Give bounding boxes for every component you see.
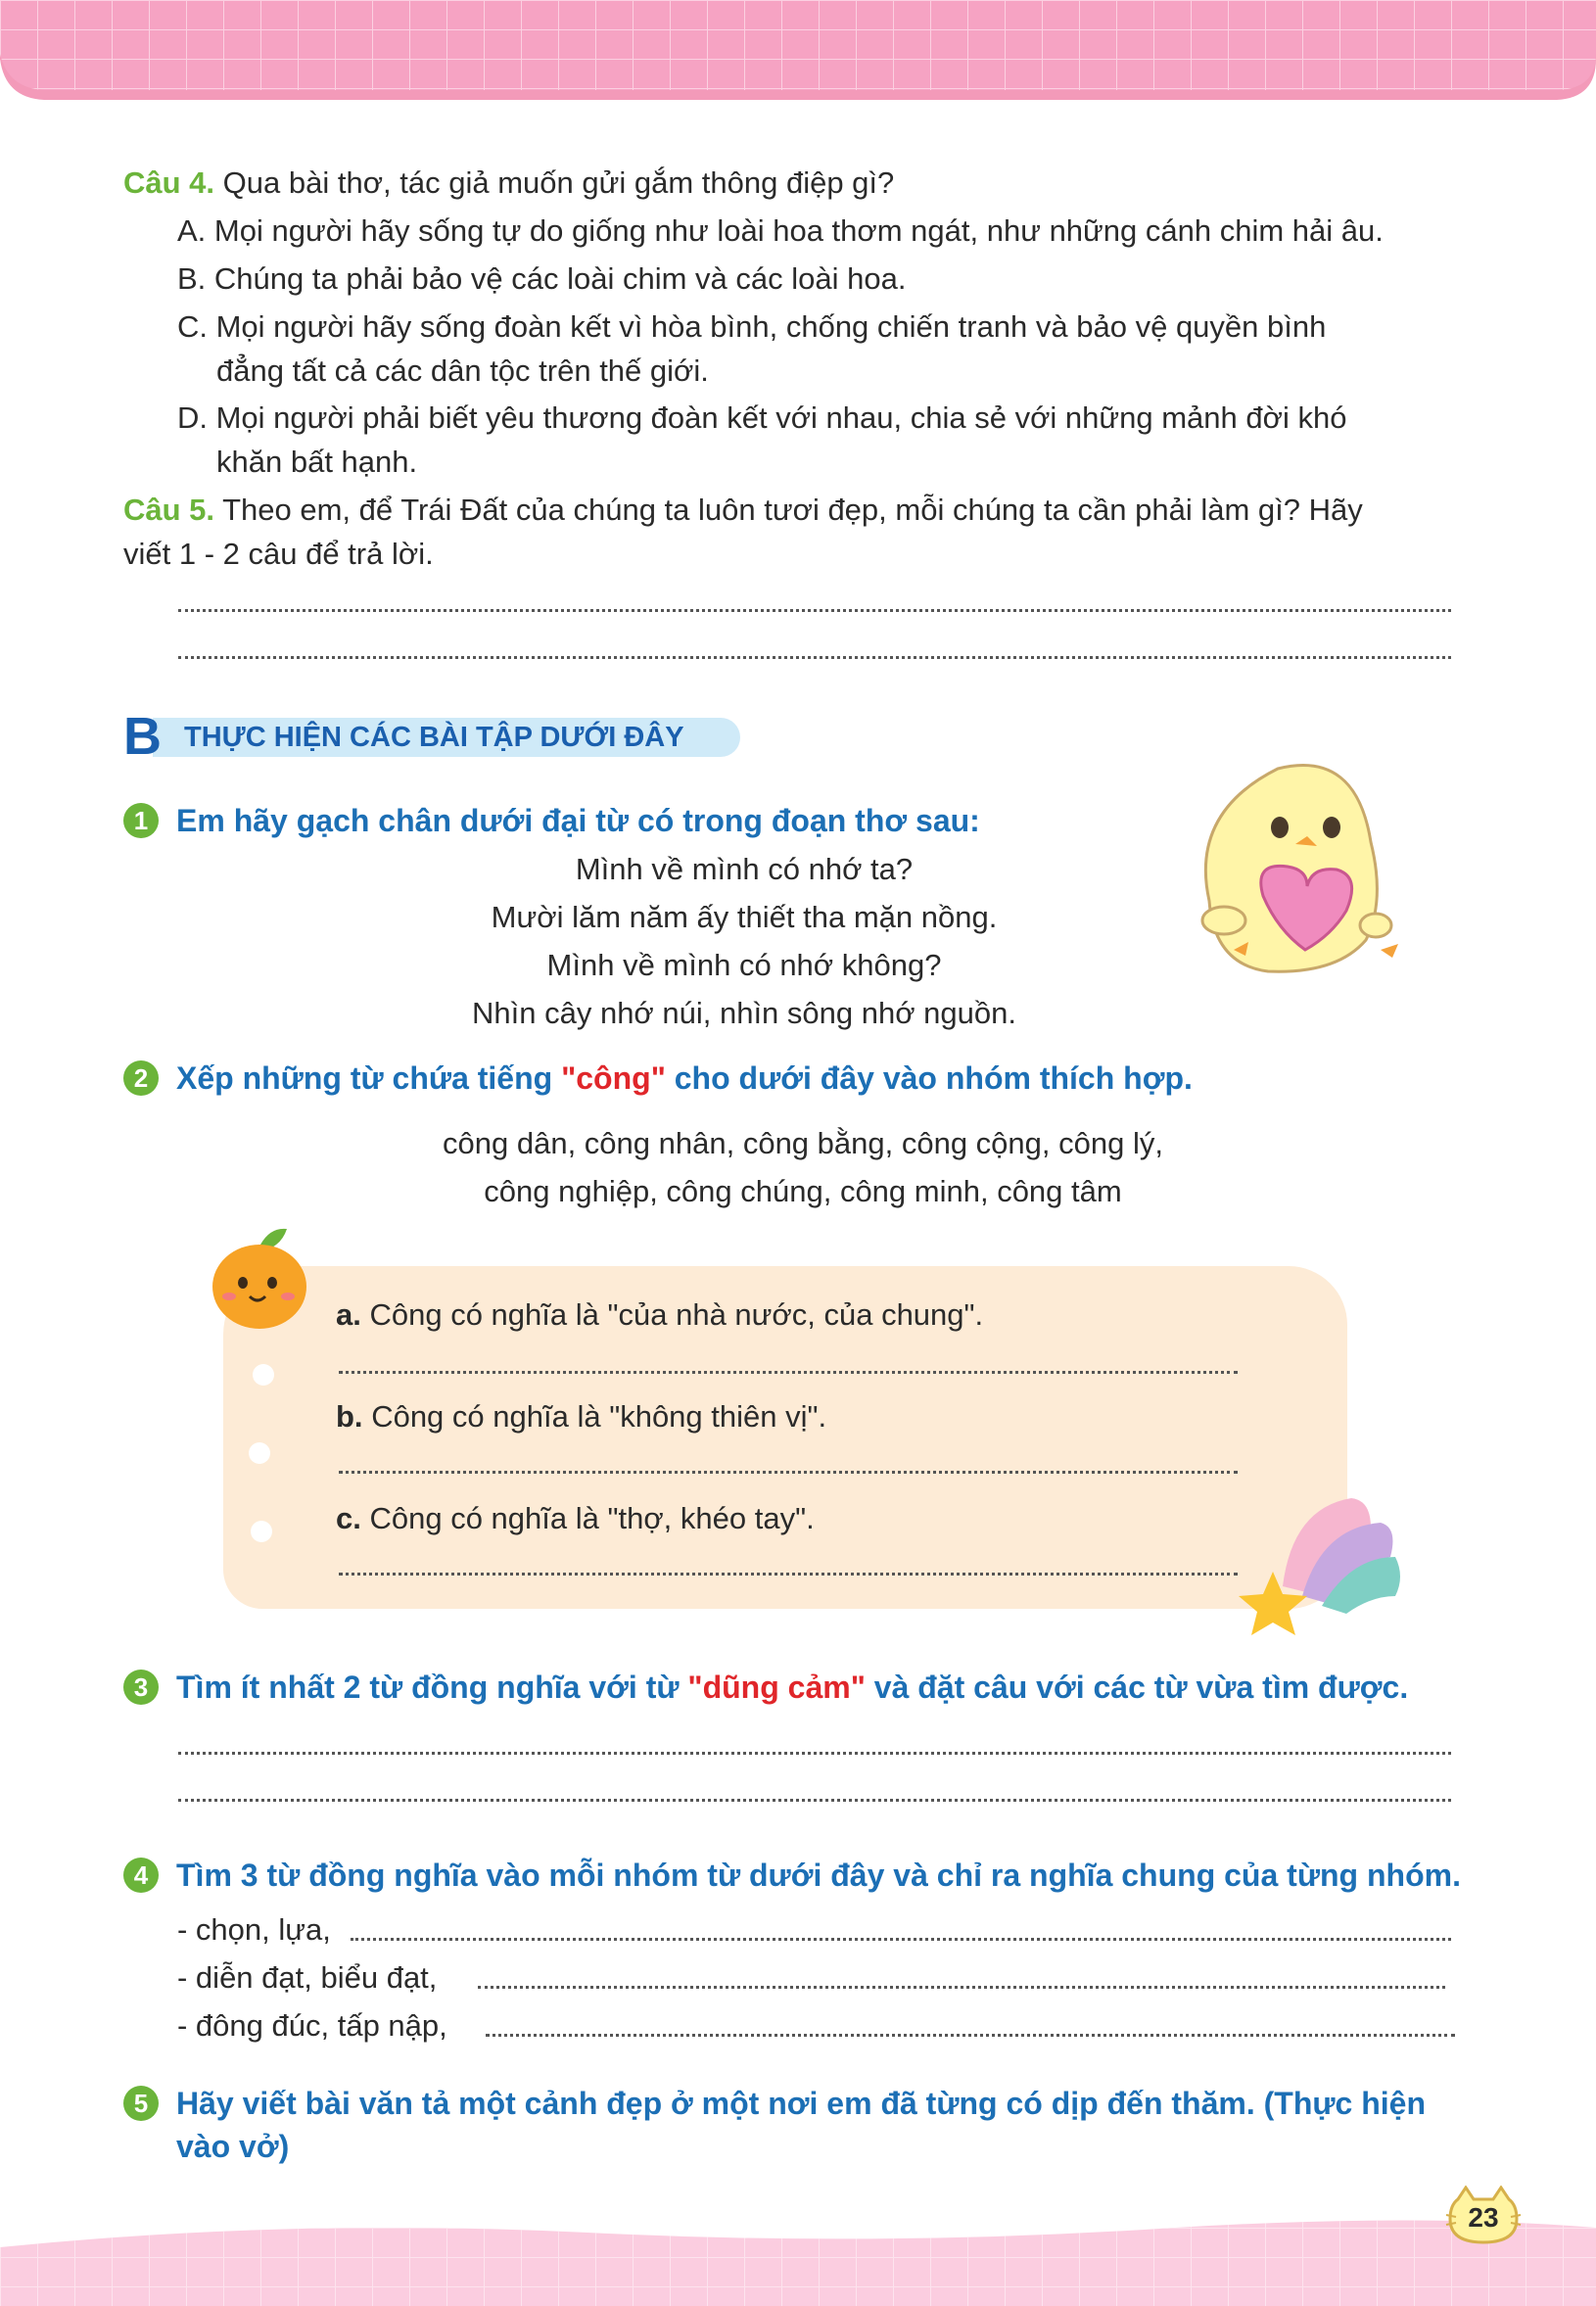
task-4-answer-line[interactable] [478,1986,1445,1989]
page-number: 23 [1468,2202,1499,2233]
task-4-number: 4 [123,1858,159,1893]
shooting-star-icon [1224,1488,1405,1640]
word-list-line: công nghiệp, công chúng, công minh, công tâm [484,1174,1122,1208]
task-2-title-pre: Xếp những từ chứa tiếng [176,1060,562,1096]
group-c [336,1497,815,1540]
group-b-letter: b. [336,1399,363,1434]
task-5-number: 5 [123,2086,159,2121]
q4-label: Câu 4. [123,165,215,200]
q5-text: Theo em, để Trái Đất của chúng ta luôn tươi đẹp, mỗi chúng ta cần phải làm gì? Hãy [222,493,1363,527]
poem-line: Nhìn cây nhớ núi, nhìn sông nhớ nguồn. [472,996,1016,1030]
binder-hole [253,1364,274,1386]
poem-line: Mười lăm năm ấy thiết tha mặn nồng. [491,900,998,934]
group-a-answer-line[interactable] [339,1371,1238,1374]
task-2-title-post: cho dưới đây vào nhóm thích hợp. [665,1060,1193,1096]
task-3-title-pre: Tìm ít nhất 2 từ đồng nghĩa với từ [176,1670,688,1705]
footer-wave [0,2198,1596,2306]
task-3-answer-line[interactable] [178,1752,1451,1755]
group-a-text: Công có nghĩa là "của nhà nước, của chung". [369,1297,984,1332]
q4-text: Qua bài thơ, tác giả muốn gửi gắm thông điệp gì? [222,165,895,200]
q5-label: Câu 5. [123,493,215,527]
q4-option-a: A. Mọi người hãy sống tự do giống như loài hoa thơm ngát, như những cánh chim hải âu. [177,213,1384,248]
binder-hole [249,1442,270,1464]
task-1-number: 1 [123,803,159,838]
task-4-item: - diễn đạt, biểu đạt, [177,1960,438,1995]
binder-hole [251,1521,272,1542]
q4-option-d: D. Mọi người phải biết yêu thương đoàn kết với nhau, chia sẻ với những mảnh đời khó [177,400,1347,435]
task-3-title-word: "dũng cảm" [687,1670,866,1705]
header-banner [0,0,1596,108]
task-4-title: Tìm 3 từ đồng nghĩa vào mỗi nhóm từ dưới đây và chỉ ra nghĩa chung của từng nhóm. [176,1858,1461,1893]
page-number-badge [1444,2186,1523,2246]
group-a [336,1294,983,1337]
poem-line: Mình về mình có nhớ ta? [575,852,914,886]
group-c-letter: c. [336,1501,361,1535]
q5-answer-line[interactable] [178,609,1451,612]
group-c-text: Công có nghĩa là "thợ, khéo tay". [369,1501,815,1535]
group-b-answer-line[interactable] [339,1471,1238,1474]
task-1-title: Em hãy gạch chân dưới đại từ có trong đoạn thơ sau: [176,803,980,838]
task-3-answer-line[interactable] [178,1799,1451,1802]
group-a-letter: a. [336,1297,361,1332]
task-4-answer-line[interactable] [351,1938,1451,1941]
task-3-number: 3 [123,1670,159,1705]
group-c-answer-line[interactable] [339,1573,1238,1576]
task-2-number: 2 [123,1060,159,1096]
q4-question [123,162,894,205]
chick-with-heart-illustration [1170,754,1405,979]
poem-line: Mình về mình có nhớ không? [546,948,942,982]
task-3-title [176,1666,1408,1709]
section-b-title: THỰC HIỆN CÁC BÀI TẬP DƯỚI ĐÂY [184,722,684,753]
task-4-answer-line[interactable] [486,2034,1455,2037]
task-5-title-cont: vào vở) [176,2129,290,2164]
section-b-header [123,707,740,766]
q5-text-cont: viết 1 - 2 câu để trả lời. [123,537,434,571]
task-4-item: - đông đúc, tấp nập, [177,2008,447,2043]
orange-face-illustration [206,1222,313,1335]
q5-answer-line[interactable] [178,656,1451,659]
word-list-line: công dân, công nhân, công bằng, công cộng, công lý, [443,1126,1163,1160]
q4-option-c: C. Mọi người hãy sống đoàn kết vì hòa bình, chống chiến tranh và bảo vệ quyền bình [177,309,1327,344]
task-3-title-post: và đặt câu với các từ vừa tìm được. [865,1670,1409,1705]
q4-option-c-cont: đẳng tất cả các dân tộc trên thế giới. [216,353,709,388]
section-b-letter: B [123,707,162,766]
task-5-title: Hãy viết bài văn tả một cảnh đẹp ở một nơi em đã từng có dịp đến thăm. (Thực hiện [176,2086,1426,2121]
q4-option-b: B. Chúng ta phải bảo vệ các loài chim và các loài hoa. [177,261,907,296]
group-b [336,1395,826,1438]
group-b-text: Công có nghĩa là "không thiên vị". [371,1399,827,1434]
q5-question [123,489,1363,532]
task-4-item: - chọn, lựa, [177,1912,331,1947]
task-2-title-word: "công" [561,1060,666,1096]
task-2-title [176,1057,1193,1100]
q4-option-d-cont: khăn bất hạnh. [216,445,418,479]
